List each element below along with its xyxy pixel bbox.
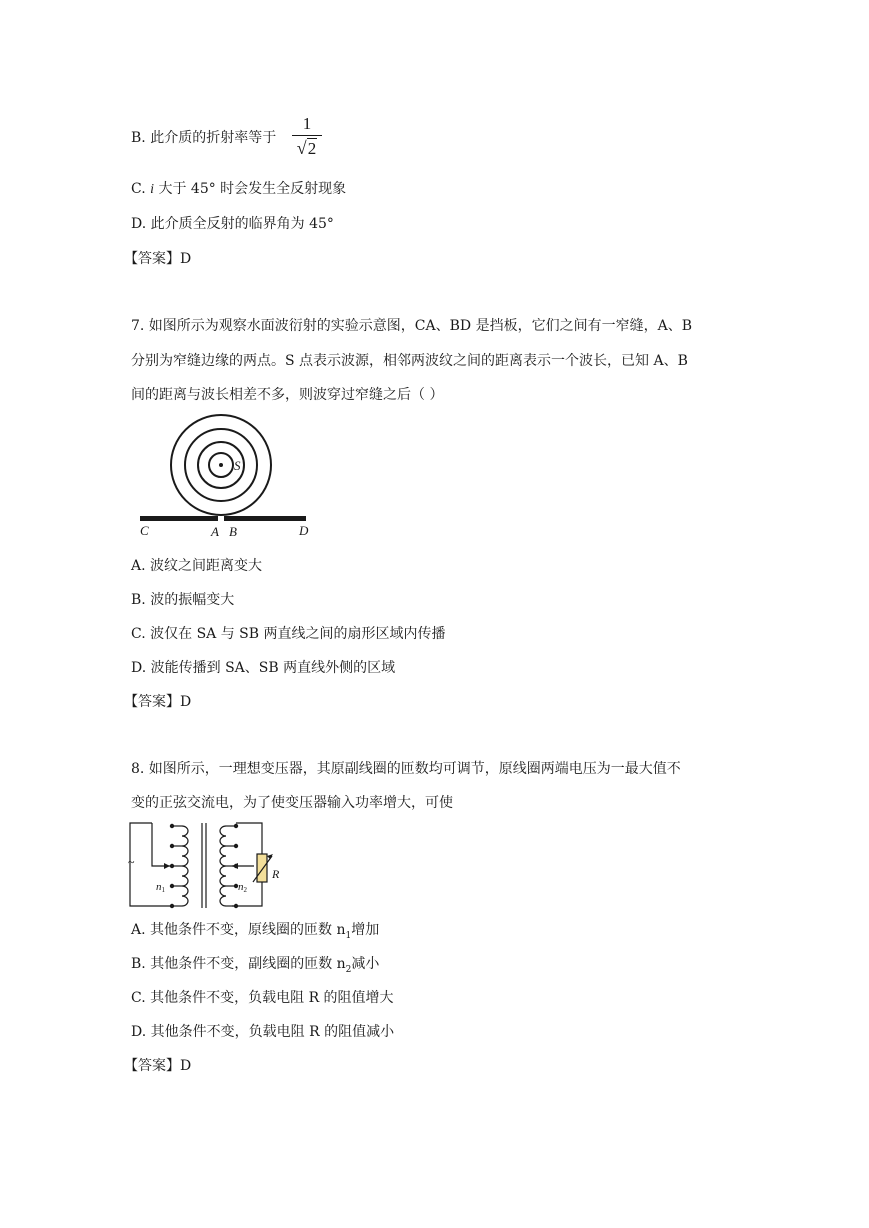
primary-tap-wire	[152, 823, 170, 866]
q7-option-d: D. 波能传播到 SA、SB 两直线外侧的区域	[131, 660, 396, 676]
q8-stem-line-2: 变的正弦交流电，为了使变压器输入功率增大，可使	[131, 795, 453, 811]
primary-tap-dot-5	[170, 904, 174, 908]
q8-option-a-post: 增加	[351, 922, 380, 938]
primary-tap-dot-4	[170, 884, 174, 888]
q8-option-b-text: B. 其他条件不变，副线圈的匝数 n	[131, 956, 346, 972]
primary-tap-dot-2	[170, 844, 174, 848]
sqrt-sign: √	[296, 138, 307, 158]
secondary-wire-top	[236, 823, 262, 854]
q6-option-c-prefix: C.	[131, 181, 151, 197]
q6-option-c	[131, 179, 346, 200]
primary-tap-dot-3	[170, 864, 174, 868]
primary-tap-arrow-icon	[164, 863, 170, 869]
label-n2: n2	[238, 881, 247, 894]
primary-coil	[182, 826, 188, 906]
load-resistor	[257, 854, 267, 882]
q8-option-d: D. 其他条件不变，负载电阻 R 的阻值减小	[131, 1024, 395, 1040]
q8-option-a-text: A. 其他条件不变，原线圈的匝数 n	[131, 922, 346, 938]
label-c: C	[140, 523, 149, 538]
q8-answer: 【答案】D	[124, 1058, 192, 1074]
fraction-numerator: 1	[302, 114, 312, 133]
q8-stem-line-1: 8. 如图所示，一理想变压器，其原副线圈的匝数均可调节，原线圈两端电压为一最大值不	[131, 761, 681, 777]
q6-option-c-var: i	[150, 182, 155, 197]
wave-source-dot	[219, 463, 223, 467]
transformer-circuit-figure	[126, 820, 286, 912]
fraction-denominator	[290, 136, 324, 160]
secondary-tap-arrow-icon	[232, 863, 238, 869]
q7-option-a: A. 波纹之间距离变大	[131, 558, 263, 574]
q8-option-a-sub: 1	[345, 930, 352, 941]
q8-option-b-post: 减小	[351, 956, 380, 972]
label-d: D	[299, 523, 309, 538]
q7-option-c: C. 波仅在 SA 与 SB 两直线之间的扇形区域内传播	[131, 626, 446, 642]
barrier-ca	[140, 516, 218, 521]
ac-source-symbol: ~	[128, 855, 135, 869]
label-s: S	[234, 458, 241, 473]
q7-option-b: B. 波的振幅变大	[131, 592, 235, 608]
secondary-tap-dot-1	[234, 824, 238, 828]
q6-answer: 【答案】D	[124, 251, 192, 267]
q7-stem-line-3: 间的距离与波长相差不多，则波穿过窄缝之后（ ）	[131, 387, 444, 403]
q7-stem-line-1: 7. 如图所示为观察水面波衍射的实验示意图，CA、BD 是挡板，它们之间有一窄缝，A、B	[131, 318, 692, 334]
q8-option-c: C. 其他条件不变，负载电阻 R 的阻值增大	[131, 990, 394, 1006]
one-over-sqrt2-fraction	[290, 113, 324, 160]
label-r: R	[272, 867, 280, 881]
primary-tap-dot-1	[170, 824, 174, 828]
q8-option-b-sub: 2	[345, 964, 352, 975]
label-n1: n1	[156, 881, 165, 894]
q7-answer: 【答案】D	[124, 694, 192, 710]
secondary-coil	[220, 826, 226, 906]
wave-diffraction-figure	[138, 414, 318, 542]
label-b: B	[229, 524, 237, 539]
radicand: 2	[307, 139, 317, 158]
secondary-tap-dot-2	[234, 844, 238, 848]
secondary-tap-dot-5	[234, 904, 238, 908]
q8-option-a	[131, 920, 379, 946]
q6-option-c-text: 大于 45° 时会发生全反射现象	[154, 181, 347, 197]
q8-option-b	[131, 954, 379, 980]
q7-stem-line-2: 分别为窄缝边缘的两点。S 点表示波源，相邻两波纹之间的距离表示一个波长，已知 A、B	[131, 353, 688, 369]
q6-option-b-text: B. 此介质的折射率等于	[131, 130, 277, 146]
q6-option-b	[131, 128, 276, 148]
q6-option-d: D. 此介质全反射的临界角为 45°	[131, 216, 334, 232]
label-a: A	[211, 524, 219, 539]
barrier-bd	[224, 516, 306, 521]
